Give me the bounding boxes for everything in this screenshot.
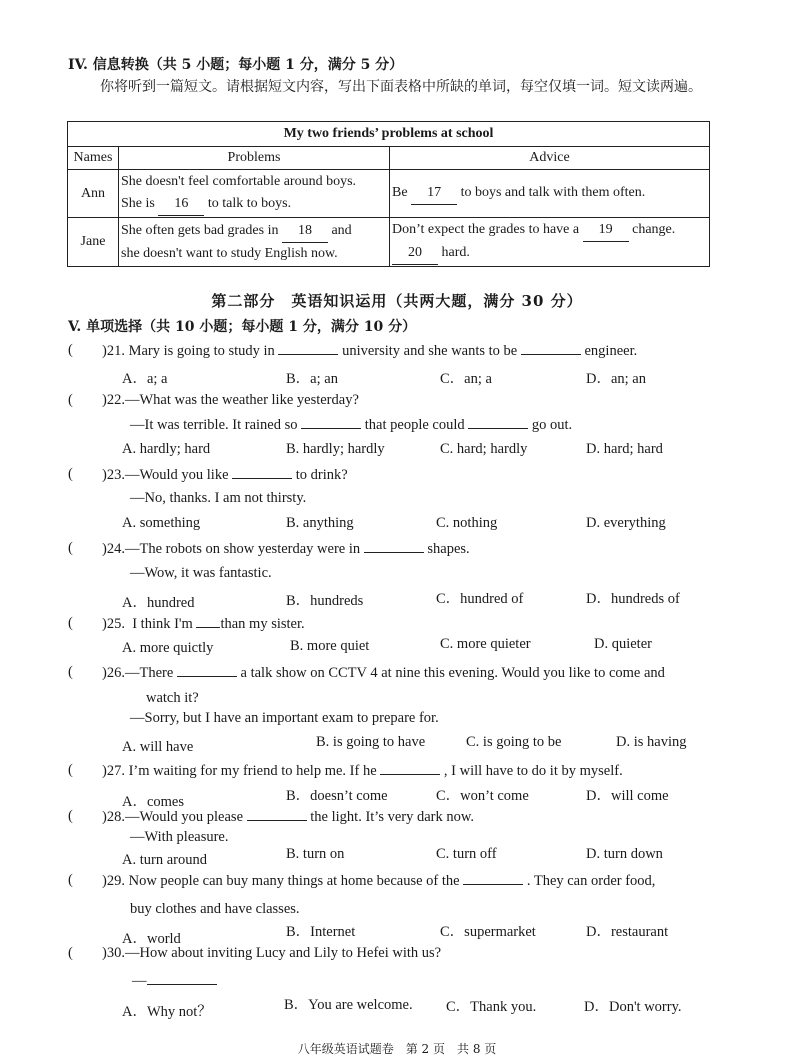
question-23-line2: —No, thanks. I am not thirsty. [130, 490, 307, 506]
header-advice: Advice [390, 147, 710, 170]
question-26-line2: watch it? [146, 690, 199, 706]
option-27-c[interactable]: C．won’t come [436, 788, 529, 804]
option-30-d[interactable]: D．Don't worry. [584, 999, 682, 1015]
question-29-line2: buy clothes and have classes. [130, 901, 300, 917]
question-24-line2: —Wow, it was fantastic. [130, 565, 272, 581]
option-23-d[interactable]: D. everything [586, 515, 666, 531]
option-26-a[interactable]: A. will have [122, 739, 194, 755]
option-26-d[interactable]: D. is having [616, 734, 687, 750]
option-25-a[interactable]: A. more quictly [122, 640, 214, 656]
option-30-b[interactable]: B．You are welcome. [284, 997, 413, 1013]
option-29-c[interactable]: C．supermarket [440, 924, 536, 940]
part2-title: 第二部分 英语知识运用（共两大题，满分 30 分） [211, 292, 583, 310]
section4-instruction: 你将听到一篇短文。请根据短文内容，写出下面表格中所缺的单词，每空仅填一词。短文读两遍。 [100, 79, 702, 95]
question-26-line3: —Sorry, but I have an important exam to prepare for. [130, 710, 439, 726]
table-row [68, 170, 710, 218]
option-29-d[interactable]: D．restaurant [586, 924, 669, 940]
option-28-d[interactable]: D. turn down [586, 846, 663, 862]
problem-ann: She doesn't feel comfortable around boys. She is 16 to talk to boys. [119, 170, 390, 218]
option-26-b[interactable]: B. is going to have [316, 734, 426, 750]
option-23-c[interactable]: C. nothing [436, 515, 498, 531]
page-footer: 八年级英语试题卷 第 2 页 共 8 页 [297, 1042, 497, 1056]
option-27-b[interactable]: B．doesn’t come [286, 788, 388, 804]
blank-16[interactable]: 16 [158, 193, 204, 216]
option-24-a[interactable]: A．hundred [122, 595, 195, 611]
problem-jane: She often gets bad grades in 18 and she doesn't want to study English now. [119, 218, 390, 267]
option-21-d[interactable]: D．an; an [586, 371, 646, 387]
blank-19[interactable]: 19 [583, 219, 629, 242]
header-names: Names [68, 147, 119, 170]
option-30-c[interactable]: C．Thank you. [446, 999, 537, 1015]
option-22-b[interactable]: B. hardly; hardly [286, 441, 385, 457]
name-jane: Jane [68, 218, 119, 267]
option-24-b[interactable]: B．hundreds [286, 593, 364, 609]
option-25-c[interactable]: C. more quieter [440, 636, 531, 652]
name-ann: Ann [68, 170, 119, 218]
info-table [67, 121, 710, 267]
option-27-d[interactable]: D．will come [586, 788, 669, 804]
option-26-c[interactable]: C. is going to be [466, 734, 562, 750]
exam-page: IV. 信息转换（共 5 小题；每小题 1 分，满分 5 分） 你将听到一篇短文。请根据短文内容，写出下面表格中所缺的单词，每空仅填一词。短文读两遍。 My two friends’ problems at school Names Problems Advice Ann She doesn't feel comfortable around boys. She is 16 to talk to boys. Be 17 to boys and talk with them often. Jane She often gets bad grades in 18 and she doesn't want to study English now. Don’t expect the grades to have a 19 change. 20 hard. 第二部分 英语知识运用（共两大题，满分 30 分） V. 单项选择（共 10 小题；每小题 1 分，满分 10 分） ( )21. Mary is going to study in university and she wants to be engineer. A．a; a B．a; an C．an; a D．an; an ( )22.—What was the weather like yesterday? —It was terrible. It rained so that people could go out. A. hardly; hard B. hardly; hardly C. hard; hardly D. hard; hard ( )23.—Would you like to drink? —No, thanks. I am not thirsty. A. something B. anything C. nothing D. everything ( )24.—The robots on show yesterday were in shapes. —Wow, it was fantastic. A．hundred B．hundreds C．hundred of D．hundreds of ( )25. I think I'm than my sister. A. more quictly B. more quiet C. more quieter D. quieter ( )26.—There a talk show on CCTV 4 at nine this evening. Would you like to come and watch it? —Sorry, but I have an important exam to prepare for. A. will have B. is going to have C. is going to be D. is having ( )27. I’m waiting for my friend to help me. If he , I will have to do it by myself. A．comes B．doesn’t come C．won’t come D．will come ( )28.—Would you please the light. It’s very dark now. —With pleasure. A. turn around B. turn on C. turn off D. turn down ( )29. Now people can buy many things at home because of the . They can order food, buy clothes and have classes. A．world B．Internet C．supermarket D．restaurant ( )30.—How about inviting Lucy and Lily to Hefei with us? — A．Why not？ B．You are welcome. C．Thank you. D．Don't worry. 八年级英语试题卷 第 2 页 共 8 页 [0, 0, 794, 1062]
question-22-line2: —It was terrible. It rained so that people could go out. [130, 417, 573, 433]
option-22-d[interactable]: D. hard; hard [586, 441, 663, 457]
option-22-a[interactable]: A. hardly; hard [122, 441, 211, 457]
blank-20[interactable]: 20 [392, 242, 438, 265]
advice-jane: Don’t expect the grades to have a 19 change. 20 hard. [390, 218, 710, 267]
option-29-b[interactable]: B．Internet [286, 924, 356, 940]
option-25-d[interactable]: D. quieter [594, 636, 652, 652]
option-24-c[interactable]: C．hundred of [436, 591, 524, 607]
option-21-b[interactable]: B．a; an [286, 371, 338, 387]
option-21-a[interactable]: A．a; a [122, 371, 168, 387]
option-23-b[interactable]: B. anything [286, 515, 354, 531]
section5-heading: V. 单项选择（共 10 小题；每小题 1 分，满分 10 分） [68, 319, 417, 335]
option-27-a[interactable]: A．comes [122, 794, 185, 810]
option-21-c[interactable]: C．an; a [440, 371, 492, 387]
question-28-line2: —With pleasure. [130, 829, 229, 845]
option-25-b[interactable]: B. more quiet [290, 638, 370, 654]
option-22-c[interactable]: C. hard; hardly [440, 441, 528, 457]
question-30-line2: — [132, 972, 217, 990]
blank-17[interactable]: 17 [411, 182, 457, 205]
option-28-b[interactable]: B. turn on [286, 846, 345, 862]
option-24-d[interactable]: D．hundreds of [586, 591, 680, 607]
option-28-a[interactable]: A. turn around [122, 852, 207, 868]
section4-heading: IV. 信息转换（共 5 小题；每小题 1 分，满分 5 分） [68, 57, 404, 73]
table-title: My two friends’ problems at school [68, 122, 710, 147]
header-problems: Problems [119, 147, 390, 170]
option-28-c[interactable]: C. turn off [436, 846, 497, 862]
advice-ann: Be 17 to boys and talk with them often. [390, 170, 710, 218]
option-30-a[interactable]: A．Why not？ [122, 1004, 212, 1020]
option-23-a[interactable]: A. something [122, 515, 201, 531]
table-row [68, 218, 710, 267]
blank-18[interactable]: 18 [282, 220, 328, 243]
option-29-a[interactable]: A．world [122, 931, 181, 947]
